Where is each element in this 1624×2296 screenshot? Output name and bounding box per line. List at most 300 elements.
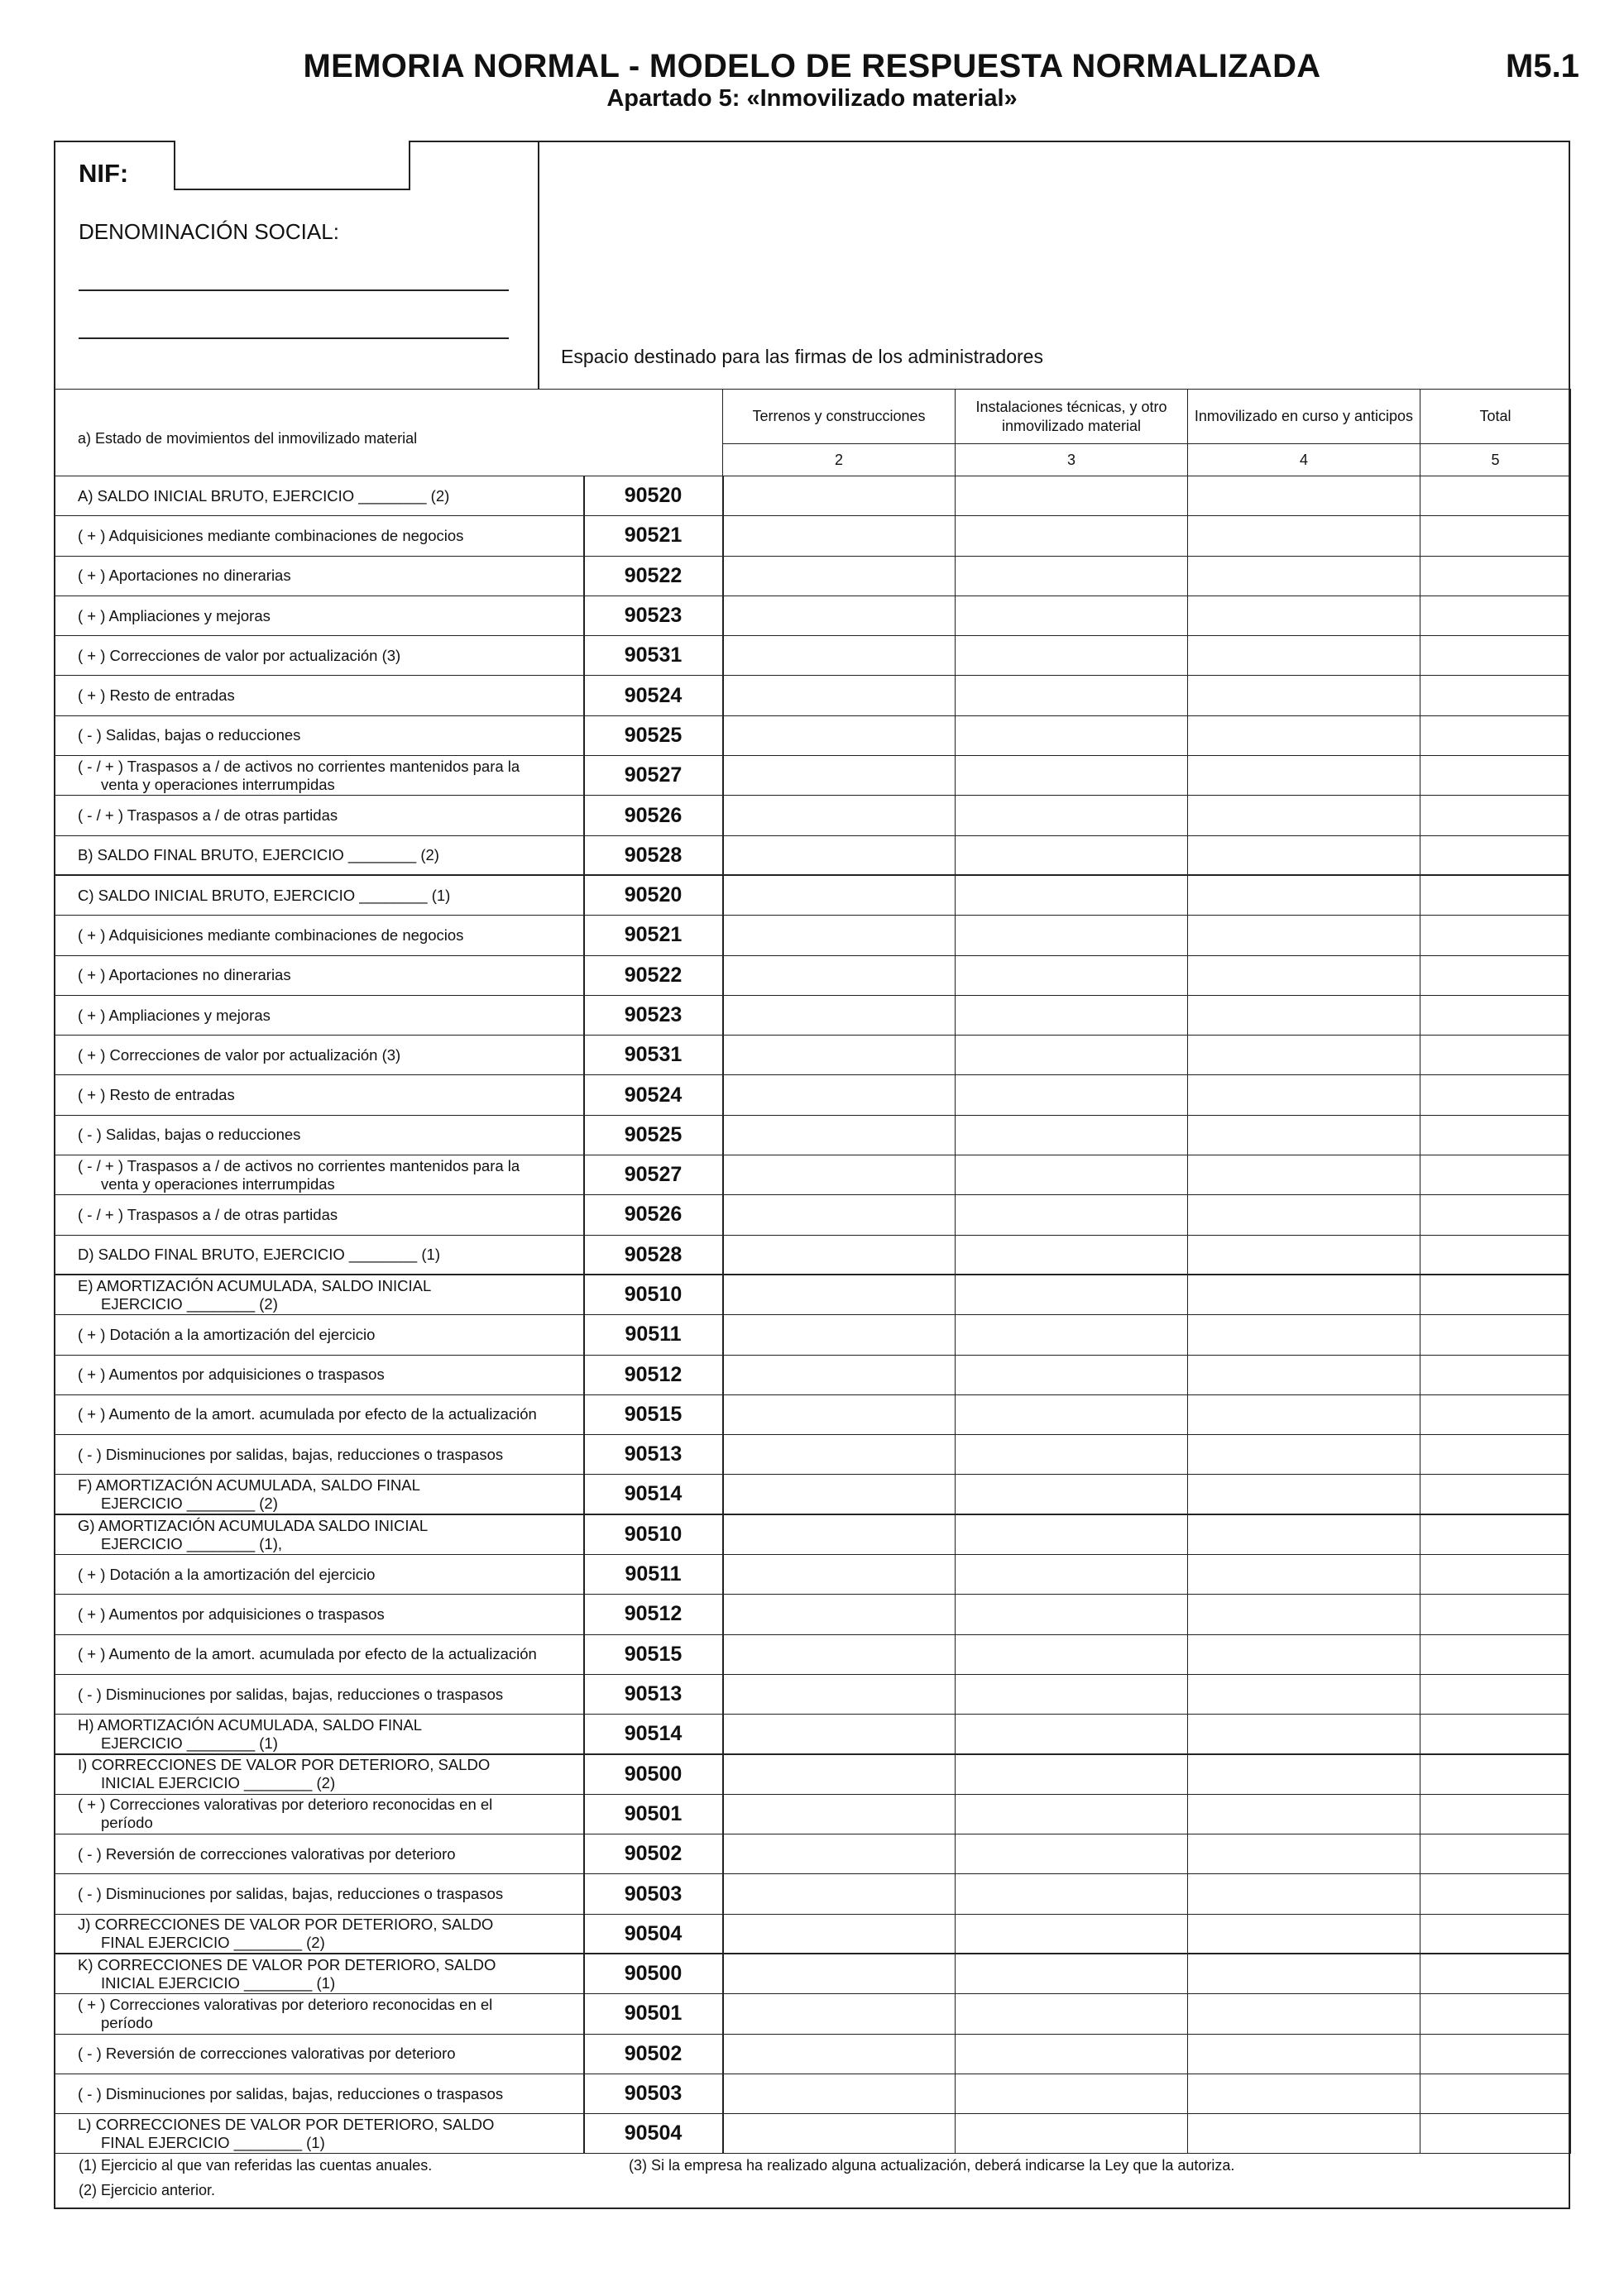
value-cell-terrenos[interactable] xyxy=(723,1514,956,1554)
row-label-text: J) CORRECCIONES DE VALOR POR DETERIORO, SALDO xyxy=(78,1916,494,1934)
table-row xyxy=(55,995,1571,1035)
value-cell-terrenos[interactable] xyxy=(723,1075,956,1115)
value-cell-terrenos[interactable] xyxy=(723,676,956,715)
row-label-text: ( + ) Dotación a la amortización del ejercicio xyxy=(78,1565,376,1583)
row-label xyxy=(55,1794,584,1834)
value-cell-terrenos[interactable] xyxy=(723,2074,956,2113)
value-cell-total[interactable] xyxy=(1420,516,1571,556)
row-label-text: ( - / + ) Traspasos a / de activos no corrientes mantenidos para la xyxy=(78,757,520,775)
row-label-text: ( - / + ) Traspasos a / de otras partidas xyxy=(78,1205,338,1223)
row-label-text: ( + ) Correcciones de valor por actualización (3) xyxy=(78,1045,401,1064)
value-cell-en-curso[interactable] xyxy=(1188,1994,1420,2034)
table-row xyxy=(55,516,1571,556)
value-cell-total[interactable] xyxy=(1420,1555,1571,1595)
value-cell-instalaciones[interactable] xyxy=(956,1674,1188,1714)
row-label-text: F) AMORTIZACIÓN ACUMULADA, SALDO FINAL xyxy=(78,1476,420,1494)
row-label-text: L) CORRECCIONES DE VALOR POR DETERIORO, SALDO xyxy=(78,2115,495,2133)
value-cell-total[interactable] xyxy=(1420,596,1571,635)
row-label-text: ( + ) Correcciones valorativas por deterioro reconocidas en el xyxy=(78,1796,493,1814)
value-cell-terrenos[interactable] xyxy=(723,2034,956,2074)
row-label-text: ( + ) Ampliaciones y mejoras xyxy=(78,606,271,624)
table-row xyxy=(55,1555,1571,1595)
value-cell-instalaciones[interactable] xyxy=(956,715,1188,755)
value-cell-total[interactable] xyxy=(1420,1834,1571,1874)
row-label xyxy=(55,2074,584,2113)
row-code: 90526 xyxy=(584,1195,723,1235)
table-row xyxy=(55,1075,1571,1115)
table-row xyxy=(55,875,1571,915)
value-cell-instalaciones[interactable] xyxy=(956,2074,1188,2113)
value-cell-total[interactable] xyxy=(1420,1475,1571,1514)
table-row xyxy=(55,1754,1571,1794)
col-number: 2 xyxy=(723,444,956,476)
footnote-1: (1) Ejercicio al que van referidas las cuentas anuales. xyxy=(79,2157,433,2174)
row-code: 90511 xyxy=(584,1555,723,1595)
value-cell-en-curso[interactable] xyxy=(1188,556,1420,596)
table-row xyxy=(55,916,1571,955)
row-label-text-cont: EJERCICIO ________ (1) xyxy=(101,1734,278,1752)
value-cell-total[interactable] xyxy=(1420,2114,1571,2154)
value-cell-total[interactable] xyxy=(1420,1355,1571,1394)
table-row xyxy=(55,1514,1571,1554)
footnotes xyxy=(54,2152,1570,2209)
value-cell-en-curso[interactable] xyxy=(1188,995,1420,1035)
row-label xyxy=(55,1036,584,1075)
value-cell-instalaciones[interactable] xyxy=(956,835,1188,875)
value-cell-terrenos[interactable] xyxy=(723,1914,956,1954)
row-label-text: ( - ) Disminuciones por salidas, bajas, reducciones o traspasos xyxy=(78,1445,504,1463)
value-cell-instalaciones[interactable] xyxy=(956,756,1188,796)
value-cell-instalaciones[interactable] xyxy=(956,995,1188,1035)
denominacion-label: DENOMINACIÓN SOCIAL: xyxy=(79,219,339,244)
value-cell-en-curso[interactable] xyxy=(1188,1036,1420,1075)
value-cell-terrenos[interactable] xyxy=(723,756,956,796)
value-cell-total[interactable] xyxy=(1420,2034,1571,2074)
value-cell-terrenos[interactable] xyxy=(723,1315,956,1355)
value-cell-instalaciones[interactable] xyxy=(956,1075,1188,1115)
row-label-text: ( - / + ) Traspasos a / de activos no corrientes mantenidos para la xyxy=(78,1156,520,1174)
footnote-3: (3) Si la empresa ha realizado alguna actualización, deberá indicarse la Ley que la autoriza. xyxy=(629,2157,1235,2174)
row-label xyxy=(55,1275,584,1314)
row-code: 90514 xyxy=(584,1475,723,1514)
value-cell-instalaciones[interactable] xyxy=(956,1315,1188,1355)
value-cell-instalaciones[interactable] xyxy=(956,1634,1188,1674)
table-row xyxy=(55,1994,1571,2034)
row-label-text: ( - ) Disminuciones por salidas, bajas, reducciones o traspasos xyxy=(78,1685,504,1703)
section-title: a) Estado de movimientos del inmovilizado material xyxy=(55,390,723,476)
value-cell-instalaciones[interactable] xyxy=(956,1235,1188,1275)
row-label-text: ( - ) Salidas, bajas o reducciones xyxy=(78,1126,301,1144)
value-cell-en-curso[interactable] xyxy=(1188,1275,1420,1314)
row-label xyxy=(55,1914,584,1954)
row-label xyxy=(55,1155,584,1195)
row-label-text-cont: FINAL EJERCICIO ________ (1) xyxy=(101,2133,325,2151)
value-cell-terrenos[interactable] xyxy=(723,916,956,955)
value-cell-en-curso[interactable] xyxy=(1188,1914,1420,1954)
value-cell-en-curso[interactable] xyxy=(1188,2114,1420,2154)
value-cell-instalaciones[interactable] xyxy=(956,596,1188,635)
value-cell-en-curso[interactable] xyxy=(1188,1674,1420,1714)
value-cell-en-curso[interactable] xyxy=(1188,1195,1420,1235)
row-label xyxy=(55,1834,584,1874)
value-cell-instalaciones[interactable] xyxy=(956,1754,1188,1794)
value-cell-instalaciones[interactable] xyxy=(956,1435,1188,1475)
row-label-text-cont: FINAL EJERCICIO ________ (2) xyxy=(101,1934,325,1952)
value-cell-en-curso[interactable] xyxy=(1188,1155,1420,1195)
value-cell-terrenos[interactable] xyxy=(723,1834,956,1874)
value-cell-total[interactable] xyxy=(1420,1914,1571,1954)
row-label-text-cont: INICIAL EJERCICIO ________ (2) xyxy=(101,1774,336,1792)
row-label xyxy=(55,2114,584,2154)
value-cell-total[interactable] xyxy=(1420,1874,1571,1914)
table-row xyxy=(55,1195,1571,1235)
value-cell-en-curso[interactable] xyxy=(1188,835,1420,875)
value-cell-terrenos[interactable] xyxy=(723,1674,956,1714)
nif-label: NIF: xyxy=(79,159,129,188)
value-cell-terrenos[interactable] xyxy=(723,556,956,596)
value-cell-total[interactable] xyxy=(1420,1674,1571,1714)
value-cell-instalaciones[interactable] xyxy=(956,1914,1188,1954)
value-cell-total[interactable] xyxy=(1420,1954,1571,1993)
col-number: 4 xyxy=(1188,444,1420,476)
row-code: 90513 xyxy=(584,1435,723,1475)
row-label xyxy=(55,1435,584,1475)
value-cell-en-curso[interactable] xyxy=(1188,1394,1420,1434)
table-row xyxy=(55,1634,1571,1674)
row-label xyxy=(55,1555,584,1595)
table-row xyxy=(55,596,1571,635)
value-cell-total[interactable] xyxy=(1420,916,1571,955)
value-cell-instalaciones[interactable] xyxy=(956,916,1188,955)
value-cell-instalaciones[interactable] xyxy=(956,1954,1188,1993)
table-row xyxy=(55,1834,1571,1874)
value-cell-en-curso[interactable] xyxy=(1188,756,1420,796)
row-code: 90512 xyxy=(584,1355,723,1394)
value-cell-total[interactable] xyxy=(1420,1235,1571,1275)
value-cell-en-curso[interactable] xyxy=(1188,676,1420,715)
value-cell-instalaciones[interactable] xyxy=(956,676,1188,715)
value-cell-instalaciones[interactable] xyxy=(956,1874,1188,1914)
row-label-text: C) SALDO INICIAL BRUTO, EJERCICIO ________ (1) xyxy=(78,886,451,904)
row-label-text-cont: período xyxy=(101,2013,153,2031)
value-cell-en-curso[interactable] xyxy=(1188,1754,1420,1794)
row-code: 90520 xyxy=(584,875,723,915)
row-code: 90510 xyxy=(584,1275,723,1314)
value-cell-instalaciones[interactable] xyxy=(956,1794,1188,1834)
value-cell-en-curso[interactable] xyxy=(1188,955,1420,995)
value-cell-total[interactable] xyxy=(1420,676,1571,715)
value-cell-instalaciones[interactable] xyxy=(956,1394,1188,1434)
row-label xyxy=(55,1355,584,1394)
value-cell-instalaciones[interactable] xyxy=(956,556,1188,596)
value-cell-total[interactable] xyxy=(1420,2074,1571,2113)
value-cell-instalaciones[interactable] xyxy=(956,636,1188,676)
value-cell-total[interactable] xyxy=(1420,1794,1571,1834)
value-cell-terrenos[interactable] xyxy=(723,955,956,995)
value-cell-terrenos[interactable] xyxy=(723,636,956,676)
value-cell-total[interactable] xyxy=(1420,1634,1571,1674)
row-label-text: ( + ) Aumentos por adquisiciones o traspasos xyxy=(78,1605,385,1623)
row-label xyxy=(55,1595,584,1634)
value-cell-total[interactable] xyxy=(1420,1155,1571,1195)
value-cell-terrenos[interactable] xyxy=(723,1355,956,1394)
row-label-text: ( + ) Correcciones valorativas por deterioro reconocidas en el xyxy=(78,1995,493,2013)
row-label-text: ( + ) Aumento de la amort. acumulada por efecto de la actualización xyxy=(78,1405,537,1423)
value-cell-terrenos[interactable] xyxy=(723,1794,956,1834)
row-code: 90511 xyxy=(584,1315,723,1355)
value-cell-instalaciones[interactable] xyxy=(956,1195,1188,1235)
value-cell-total[interactable] xyxy=(1420,1195,1571,1235)
value-cell-terrenos[interactable] xyxy=(723,1994,956,2034)
row-label xyxy=(55,1394,584,1434)
value-cell-total[interactable] xyxy=(1420,1075,1571,1115)
table-row xyxy=(55,1595,1571,1634)
row-code: 90523 xyxy=(584,995,723,1035)
value-cell-terrenos[interactable] xyxy=(723,1195,956,1235)
value-cell-terrenos[interactable] xyxy=(723,875,956,915)
table-row xyxy=(55,2074,1571,2113)
table-row xyxy=(55,756,1571,796)
row-code: 90520 xyxy=(584,476,723,516)
value-cell-total[interactable] xyxy=(1420,1595,1571,1634)
value-cell-en-curso[interactable] xyxy=(1188,1514,1420,1554)
row-label xyxy=(55,1994,584,2034)
row-code: 90501 xyxy=(584,1794,723,1834)
row-label-text: ( + ) Aportaciones no dinerarias xyxy=(78,966,291,984)
row-label xyxy=(55,1715,584,1754)
value-cell-total[interactable] xyxy=(1420,875,1571,915)
value-cell-instalaciones[interactable] xyxy=(956,955,1188,995)
row-label xyxy=(55,756,584,796)
value-cell-en-curso[interactable] xyxy=(1188,1715,1420,1754)
row-label-text-cont: EJERCICIO ________ (1), xyxy=(101,1534,283,1552)
denominacion-line-2[interactable] xyxy=(79,337,509,339)
row-code: 90521 xyxy=(584,916,723,955)
value-cell-instalaciones[interactable] xyxy=(956,1355,1188,1394)
value-cell-instalaciones[interactable] xyxy=(956,516,1188,556)
row-label-text: ( - ) Salidas, bajas o reducciones xyxy=(78,726,301,744)
row-label xyxy=(55,676,584,715)
table-row xyxy=(55,636,1571,676)
value-cell-instalaciones[interactable] xyxy=(956,1275,1188,1314)
value-cell-terrenos[interactable] xyxy=(723,1954,956,1993)
row-label xyxy=(55,835,584,875)
form-code: M5.1 xyxy=(1506,48,1579,84)
value-cell-terrenos[interactable] xyxy=(723,1754,956,1794)
value-cell-terrenos[interactable] xyxy=(723,1394,956,1434)
table-row xyxy=(55,1235,1571,1275)
value-cell-instalaciones[interactable] xyxy=(956,875,1188,915)
row-label-text: H) AMORTIZACIÓN ACUMULADA, SALDO FINAL xyxy=(78,1715,422,1734)
row-label-text: ( + ) Aumentos por adquisiciones o traspasos xyxy=(78,1366,385,1384)
value-cell-en-curso[interactable] xyxy=(1188,916,1420,955)
value-cell-en-curso[interactable] xyxy=(1188,2074,1420,2113)
row-label xyxy=(55,875,584,915)
value-cell-en-curso[interactable] xyxy=(1188,1834,1420,1874)
table-row xyxy=(55,1954,1571,1993)
value-cell-total[interactable] xyxy=(1420,756,1571,796)
value-cell-terrenos[interactable] xyxy=(723,1036,956,1075)
value-cell-en-curso[interactable] xyxy=(1188,1115,1420,1155)
value-cell-en-curso[interactable] xyxy=(1188,875,1420,915)
value-cell-en-curso[interactable] xyxy=(1188,476,1420,516)
value-cell-en-curso[interactable] xyxy=(1188,1794,1420,1834)
value-cell-instalaciones[interactable] xyxy=(956,1155,1188,1195)
row-label xyxy=(55,1514,584,1554)
value-cell-terrenos[interactable] xyxy=(723,516,956,556)
value-cell-terrenos[interactable] xyxy=(723,1155,956,1195)
col-number: 3 xyxy=(956,444,1188,476)
value-cell-total[interactable] xyxy=(1420,1715,1571,1754)
nif-field[interactable] xyxy=(174,141,410,190)
row-label xyxy=(55,1874,584,1914)
row-code: 90515 xyxy=(584,1394,723,1434)
value-cell-terrenos[interactable] xyxy=(723,596,956,635)
value-cell-instalaciones[interactable] xyxy=(956,1115,1188,1155)
value-cell-total[interactable] xyxy=(1420,1315,1571,1355)
table-row xyxy=(55,1036,1571,1075)
row-label xyxy=(55,916,584,955)
row-label xyxy=(55,516,584,556)
value-cell-terrenos[interactable] xyxy=(723,835,956,875)
value-cell-instalaciones[interactable] xyxy=(956,1834,1188,1874)
row-label-text: D) SALDO FINAL BRUTO, EJERCICIO ________ (1) xyxy=(78,1246,440,1264)
row-label-text: K) CORRECCIONES DE VALOR POR DETERIORO, SALDO xyxy=(78,1955,496,1973)
table-row xyxy=(55,715,1571,755)
value-cell-terrenos[interactable] xyxy=(723,1275,956,1314)
row-label xyxy=(55,1115,584,1155)
value-cell-en-curso[interactable] xyxy=(1188,516,1420,556)
row-label xyxy=(55,955,584,995)
row-label xyxy=(55,636,584,676)
row-label xyxy=(55,1235,584,1275)
row-label-text: ( + ) Adquisiciones mediante combinaciones de negocios xyxy=(78,926,464,944)
value-cell-en-curso[interactable] xyxy=(1188,2034,1420,2074)
row-label-text-cont: venta y operaciones interrumpidas xyxy=(101,1174,335,1193)
value-cell-total[interactable] xyxy=(1420,1435,1571,1475)
row-label xyxy=(55,995,584,1035)
row-label-text: ( + ) Aportaciones no dinerarias xyxy=(78,567,291,585)
value-cell-total[interactable] xyxy=(1420,1036,1571,1075)
value-cell-instalaciones[interactable] xyxy=(956,1555,1188,1595)
value-cell-terrenos[interactable] xyxy=(723,1475,956,1514)
row-code: 90531 xyxy=(584,1036,723,1075)
row-code: 90514 xyxy=(584,1715,723,1754)
row-code: 90500 xyxy=(584,1754,723,1794)
value-cell-total[interactable] xyxy=(1420,1514,1571,1554)
value-cell-total[interactable] xyxy=(1420,1275,1571,1314)
row-code: 90503 xyxy=(584,1874,723,1914)
value-cell-en-curso[interactable] xyxy=(1188,596,1420,635)
value-cell-instalaciones[interactable] xyxy=(956,1715,1188,1754)
row-label-text: ( + ) Adquisiciones mediante combinaciones de negocios xyxy=(78,526,464,544)
value-cell-terrenos[interactable] xyxy=(723,1715,956,1754)
value-cell-en-curso[interactable] xyxy=(1188,1634,1420,1674)
value-cell-terrenos[interactable] xyxy=(723,1115,956,1155)
value-cell-en-curso[interactable] xyxy=(1188,1555,1420,1595)
table-row xyxy=(55,1275,1571,1314)
value-cell-terrenos[interactable] xyxy=(723,1595,956,1634)
row-label xyxy=(55,715,584,755)
value-cell-en-curso[interactable] xyxy=(1188,1595,1420,1634)
row-label-text: ( + ) Aumento de la amort. acumulada por efecto de la actualización xyxy=(78,1645,537,1663)
value-cell-total[interactable] xyxy=(1420,1115,1571,1155)
value-cell-total[interactable] xyxy=(1420,955,1571,995)
value-cell-terrenos[interactable] xyxy=(723,1235,956,1275)
table-row xyxy=(55,2114,1571,2154)
table-row xyxy=(55,1874,1571,1914)
row-code: 90510 xyxy=(584,1514,723,1554)
row-label xyxy=(55,1634,584,1674)
row-label-text: ( + ) Resto de entradas xyxy=(78,686,235,705)
row-label-text-cont: INICIAL EJERCICIO ________ (1) xyxy=(101,1973,336,1992)
table-row xyxy=(55,1674,1571,1714)
value-cell-total[interactable] xyxy=(1420,715,1571,755)
value-cell-terrenos[interactable] xyxy=(723,995,956,1035)
value-cell-instalaciones[interactable] xyxy=(956,2034,1188,2074)
row-label-text-cont: venta y operaciones interrumpidas xyxy=(101,775,335,793)
row-code: 90504 xyxy=(584,2114,723,2154)
value-cell-en-curso[interactable] xyxy=(1188,1235,1420,1275)
value-cell-terrenos[interactable] xyxy=(723,796,956,835)
value-cell-en-curso[interactable] xyxy=(1188,1435,1420,1475)
value-cell-terrenos[interactable] xyxy=(723,1435,956,1475)
row-label-text: B) SALDO FINAL BRUTO, EJERCICIO ________ (2) xyxy=(78,846,439,864)
row-label xyxy=(55,1315,584,1355)
value-cell-en-curso[interactable] xyxy=(1188,1075,1420,1115)
value-cell-instalaciones[interactable] xyxy=(956,2114,1188,2154)
value-cell-total[interactable] xyxy=(1420,796,1571,835)
value-cell-instalaciones[interactable] xyxy=(956,1036,1188,1075)
value-cell-en-curso[interactable] xyxy=(1188,1954,1420,1993)
value-cell-total[interactable] xyxy=(1420,476,1571,516)
row-code: 90531 xyxy=(584,636,723,676)
row-label-text-cont: EJERCICIO ________ (2) xyxy=(101,1294,278,1313)
value-cell-instalaciones[interactable] xyxy=(956,1475,1188,1514)
value-cell-instalaciones[interactable] xyxy=(956,476,1188,516)
row-code: 90523 xyxy=(584,596,723,635)
value-cell-terrenos[interactable] xyxy=(723,715,956,755)
value-cell-instalaciones[interactable] xyxy=(956,1994,1188,2034)
row-code: 90527 xyxy=(584,1155,723,1195)
value-cell-terrenos[interactable] xyxy=(723,1555,956,1595)
value-cell-en-curso[interactable] xyxy=(1188,796,1420,835)
value-cell-total[interactable] xyxy=(1420,1994,1571,2034)
table-row xyxy=(55,1355,1571,1394)
denominacion-line-1[interactable] xyxy=(79,289,509,291)
value-cell-en-curso[interactable] xyxy=(1188,1355,1420,1394)
value-cell-total[interactable] xyxy=(1420,995,1571,1035)
value-cell-instalaciones[interactable] xyxy=(956,1514,1188,1554)
value-cell-terrenos[interactable] xyxy=(723,2114,956,2154)
value-cell-total[interactable] xyxy=(1420,636,1571,676)
value-cell-total[interactable] xyxy=(1420,1394,1571,1434)
row-label-text: G) AMORTIZACIÓN ACUMULADA SALDO INICIAL xyxy=(78,1516,429,1534)
value-cell-total[interactable] xyxy=(1420,1754,1571,1794)
value-cell-instalaciones[interactable] xyxy=(956,1595,1188,1634)
value-cell-total[interactable] xyxy=(1420,556,1571,596)
value-cell-en-curso[interactable] xyxy=(1188,636,1420,676)
value-cell-en-curso[interactable] xyxy=(1188,1315,1420,1355)
value-cell-en-curso[interactable] xyxy=(1188,1874,1420,1914)
value-cell-terrenos[interactable] xyxy=(723,476,956,516)
value-cell-en-curso[interactable] xyxy=(1188,1475,1420,1514)
value-cell-total[interactable] xyxy=(1420,835,1571,875)
value-cell-instalaciones[interactable] xyxy=(956,796,1188,835)
value-cell-terrenos[interactable] xyxy=(723,1874,956,1914)
value-cell-terrenos[interactable] xyxy=(723,1634,956,1674)
value-cell-en-curso[interactable] xyxy=(1188,715,1420,755)
